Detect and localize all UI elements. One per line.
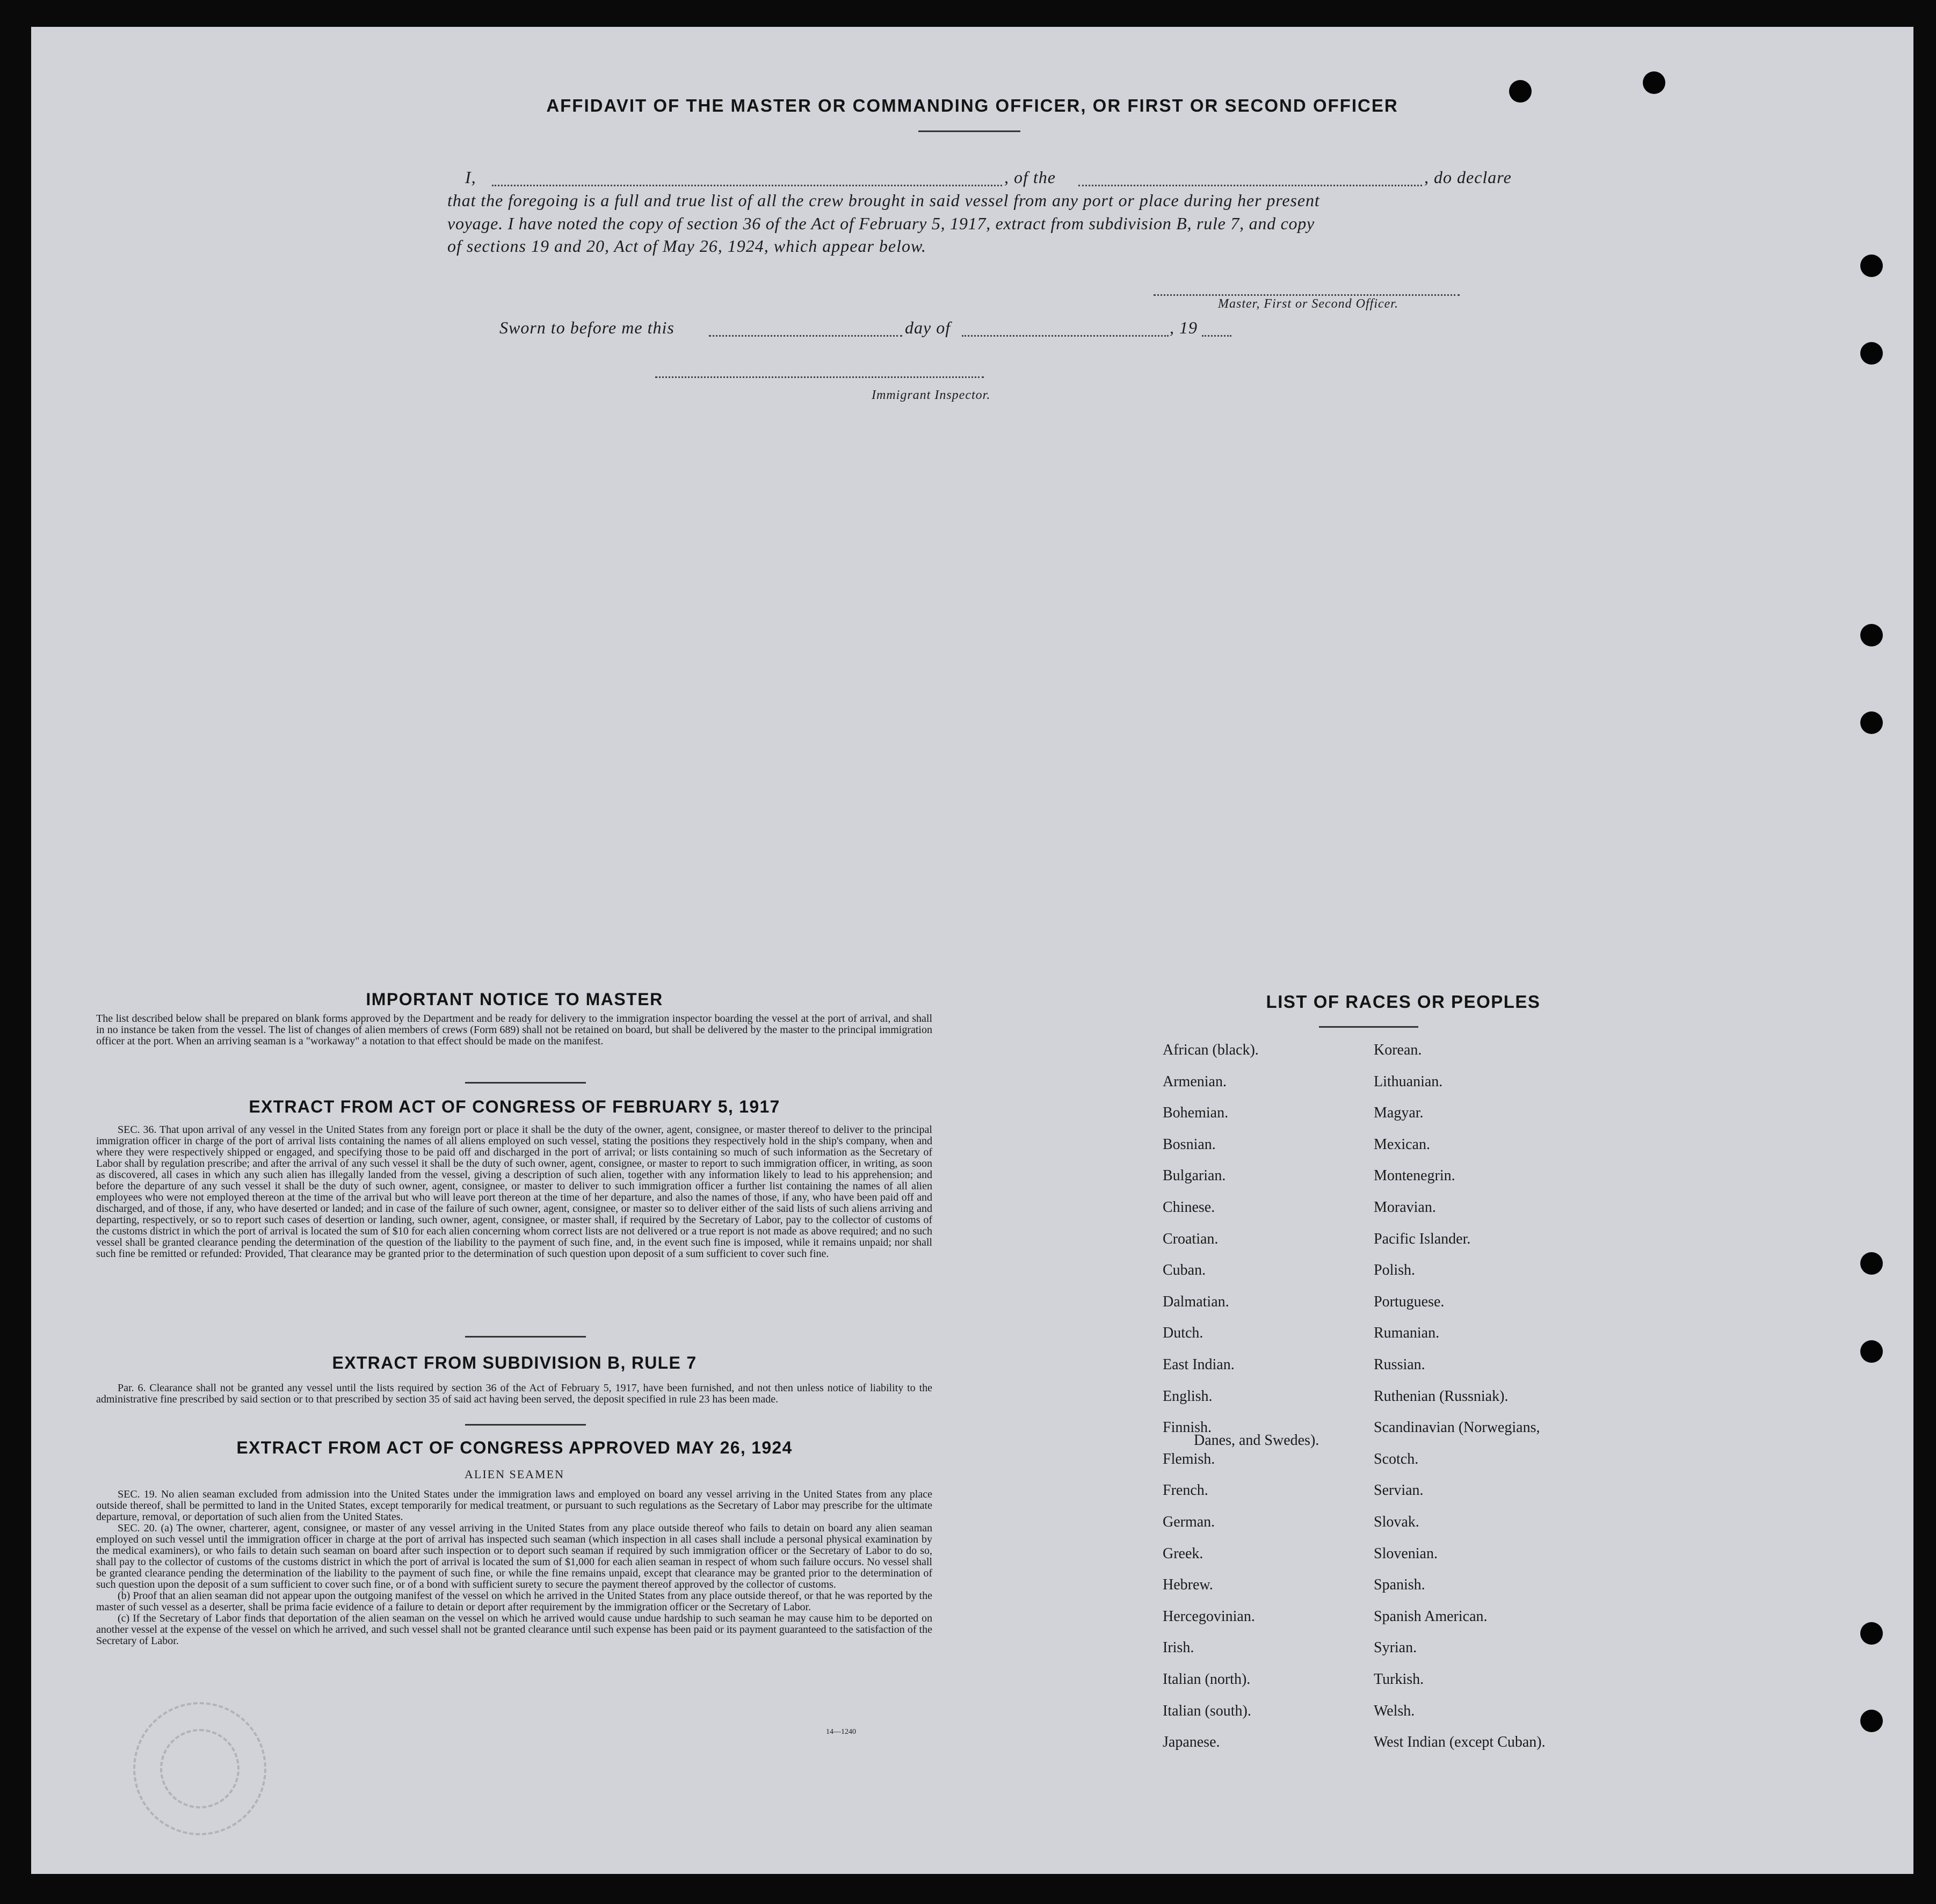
race-item: Cuban. <box>1163 1262 1206 1279</box>
race-item: Spanish American. <box>1374 1608 1488 1625</box>
race-item: Russian. <box>1374 1356 1425 1373</box>
affidavit-i: I, <box>465 168 476 187</box>
race-item: Greek. <box>1163 1545 1203 1562</box>
race-item: Finnish. <box>1163 1419 1212 1436</box>
sec-19: SEC. 19. No alien seaman excluded from admission into the United States under the immigration laws and employed on board any vessel arriving in the United States from any place outside thereof, shall be permitted to land in the United States, except temporarily for medical treatment, or pursuant to such regulations as the Secretary of Labor may prescribe for the ultimate departure, removal, or deportation of such alien from the United States. <box>96 1488 932 1523</box>
race-item: Welsh. <box>1374 1702 1415 1719</box>
extract-rule7-body: Par. 6. Clearance shall not be granted any vessel until the lists required by section 36 of the Act of February 5, 1917, have been furnished, and not then unless notice of liability to the administrative fine prescribed by said section or to that prescribed by section 35 of said act having been served, the deposit specified in rule 23 has been made. <box>96 1382 932 1405</box>
race-item: Italian (south). <box>1163 1702 1251 1719</box>
affidavit-line-4: of sections 19 and 20, Act of May 26, 1924, which appear below. <box>447 236 926 256</box>
binder-hole <box>1860 1252 1883 1275</box>
race-item: Flemish. <box>1163 1450 1215 1467</box>
race-item: Portuguese. <box>1374 1293 1445 1310</box>
race-item: Spanish. <box>1374 1576 1425 1594</box>
race-item: Servian. <box>1374 1482 1424 1499</box>
race-item: Ruthenian (Russniak). <box>1374 1387 1509 1405</box>
binder-hole <box>1643 71 1665 94</box>
name-blank[interactable] <box>492 185 1002 186</box>
race-item: Danes, and Swedes). <box>1194 1432 1319 1449</box>
signature-caption: Master, First or Second Officer. <box>1218 297 1398 311</box>
inspector-signature-line[interactable] <box>655 376 984 378</box>
sec-20b: (b) Proof that an alien seaman did not appear upon the outgoing manifest of the vessel on which he arrived in the United States from any place outside thereof, or that he was reported by the master of such vessel as a deserter, shall be prima facie evidence of a failure to detain or deport after requirement by the immigration officer or the Secretary of Labor. <box>96 1590 932 1613</box>
race-item: Turkish. <box>1374 1671 1424 1688</box>
race-item: Chinese. <box>1163 1199 1215 1216</box>
divider <box>918 130 1020 132</box>
binder-hole <box>1860 624 1883 646</box>
race-item: Bulgarian. <box>1163 1167 1226 1184</box>
race-item: French. <box>1163 1482 1208 1499</box>
race-item: Pacific Islander. <box>1374 1230 1471 1247</box>
race-item: West Indian (except Cuban). <box>1374 1734 1546 1751</box>
extract-1924-body <box>96 1489 932 1647</box>
divider <box>465 1082 586 1084</box>
race-item: Scotch. <box>1374 1450 1419 1467</box>
sec-20c: (c) If the Secretary of Labor finds that deportation of the alien seaman on the vessel on which he arrived would cause undue hardship to such seaman he may cause him to be deported on another vessel at the expense of the vessel on which he arrived, and such vessel shall not be granted clearance until such expense has been paid or its payment guaranteed to the satisfaction of the Secretary of Labor. <box>96 1612 932 1647</box>
race-item: Slovenian. <box>1374 1545 1438 1562</box>
race-item: Magyar. <box>1374 1104 1424 1122</box>
race-item: Hebrew. <box>1163 1576 1213 1594</box>
race-item: Slovak. <box>1374 1514 1419 1530</box>
notice-title: IMPORTANT NOTICE TO MASTER <box>366 990 663 1009</box>
sworn-year: , 19 <box>1170 318 1198 337</box>
affidavit-line-2: that the foregoing is a full and true list of all the crew brought in said vessel from any port or place during her present <box>447 191 1320 210</box>
extract-1917-body: SEC. 36. That upon arrival of any vessel in the United States from any foreign port or place it shall be the duty of the owner, agent, consignee, or master thereof to deliver to the principal immigration officer in charge of the port of arrival lists containing the names of all aliens employed on such vessel, stating the positions they respectively hold in the ship's company, when and where they were respectively shipped or engaged, and specifying those to be paid off and discharged in the port of arrival; or lists containing so much of such information as the Secretary of Labor shall by regulation prescribe; and after the arrival of any such vessel it shall be the duty of such owner, agent, consignee, or master to report to such immigration officer, in writing, as soon as discovered, all cases in which any such alien has illegally landed from the vessel, giving a description of such alien, together with any information likely to lead to his apprehension; and before the departure of any such vessel it shall be the duty of such owner, agent, consignee, or master to deliver to such immigration officer a further list containing the names of all alien employees who were not employed thereon at the time of the arrival but who will leave port thereon at the time of her departure, and also the names of those, if any, who have been paid off and discharged, and of those, if any, who have deserted or landed; and in case of the failure of such owner, agent, consignee, or master so to deliver either of the said lists of such aliens arriving and departing, respectively, or so to report such cases of desertion or landing, such owner, agent, consignee, or master shall, if required by the Secretary of Labor, pay to the collector of customs of the customs district in which the port of arrival is located the sum of $10 for each alien concerning whom correct lists are not delivered or a true report is not made as above required; and no such vessel shall be granted clearance pending the determination of the question of the liability to the payment of such fine, and, in the event such fine is imposed, while it remains unpaid; nor shall such fine be remitted or refunded: Provided, That clearance may be granted prior to the determination of such question upon deposit of a sum sufficient to cover such fine. <box>96 1124 932 1260</box>
race-item: Japanese. <box>1163 1734 1220 1751</box>
affidavit-of-the: , of the <box>1004 168 1056 187</box>
binder-hole <box>1860 1340 1883 1363</box>
extract-1924-title: EXTRACT FROM ACT OF CONGRESS APPROVED MAY 26, 1924 <box>236 1438 793 1457</box>
race-item: Montenegrin. <box>1374 1167 1455 1184</box>
divider <box>465 1424 586 1426</box>
race-item: Bohemian. <box>1163 1104 1229 1122</box>
race-item: East Indian. <box>1163 1356 1235 1373</box>
divider <box>465 1336 586 1338</box>
sworn-year-blank[interactable] <box>1202 335 1231 337</box>
affidavit-declare: , do declare <box>1424 168 1512 187</box>
sworn-day-blank[interactable] <box>709 335 902 337</box>
signature-line[interactable] <box>1154 294 1460 296</box>
inspector-caption: Immigrant Inspector. <box>872 388 991 402</box>
race-item: Dalmatian. <box>1163 1293 1229 1310</box>
race-item: Moravian. <box>1374 1199 1436 1216</box>
affidavit-title: AFFIDAVIT OF THE MASTER OR COMMANDING OFFICER, OR FIRST OR SECOND OFFICER <box>546 96 1398 115</box>
races-title: LIST OF RACES OR PEOPLES <box>1266 992 1541 1012</box>
race-item: Scandinavian (Norwegians, <box>1374 1419 1540 1436</box>
notice-body: The list described below shall be prepared on blank forms approved by the Department and be ready for delivery to the immigration inspector boarding the vessel at the port of arrival, and shall in no instance be taken from the vessel. The list of changes of alien members of crews (Form 689) shall not be retained on board, but shall be delivered by the master to the principal immigration officer at the port. When an arriving seaman is a "workaway" a notation to that effect should be made on the manifest. <box>96 1013 932 1047</box>
race-item: Italian (north). <box>1163 1671 1251 1688</box>
race-item: Hercegovinian. <box>1163 1608 1255 1625</box>
race-item: German. <box>1163 1514 1215 1530</box>
race-item: Dutch. <box>1163 1325 1203 1342</box>
sworn-prefix: Sworn to before me this <box>499 318 675 337</box>
race-item: Irish. <box>1163 1639 1194 1656</box>
extract-rule7-title: EXTRACT FROM SUBDIVISION B, RULE 7 <box>332 1353 697 1372</box>
race-item: Croatian. <box>1163 1230 1219 1247</box>
race-item: Korean. <box>1374 1042 1422 1058</box>
race-item: Armenian. <box>1163 1073 1227 1090</box>
vessel-blank[interactable] <box>1078 185 1422 186</box>
race-item: Lithuanian. <box>1374 1073 1443 1090</box>
embossed-seal-inner <box>160 1729 240 1808</box>
affidavit-line-3: voyage. I have noted the copy of section 36 of the Act of February 5, 1917, extract from subdivision B, rule 7, and copy <box>447 214 1315 233</box>
race-item: Bosnian. <box>1163 1136 1216 1153</box>
race-item: English. <box>1163 1387 1213 1405</box>
divider <box>1319 1026 1418 1028</box>
race-item: Syrian. <box>1374 1639 1417 1656</box>
form-number: 14—1240 <box>826 1728 856 1736</box>
race-item: Mexican. <box>1374 1136 1430 1153</box>
race-item: Rumanian. <box>1374 1325 1440 1342</box>
document-page <box>31 27 1913 1874</box>
binder-hole <box>1860 1710 1883 1732</box>
binder-hole <box>1860 255 1883 277</box>
binder-hole <box>1860 711 1883 734</box>
sworn-day-of: day of <box>905 318 951 337</box>
extract-1924-subtitle: ALIEN SEAMEN <box>465 1467 564 1481</box>
race-item: Polish. <box>1374 1262 1416 1279</box>
binder-hole <box>1860 342 1883 365</box>
binder-hole <box>1860 1622 1883 1645</box>
extract-1917-title: EXTRACT FROM ACT OF CONGRESS OF FEBRUARY 5, 1917 <box>249 1097 780 1116</box>
race-item: African (black). <box>1163 1042 1259 1058</box>
sec-20a: SEC. 20. (a) The owner, charterer, agent, consignee, or master of any vessel arriving in the United States from any place outside thereof who fails to detain on board any alien seaman employed on such vessel until the immigration officer in charge at the port of arrival has inspected such seaman (which inspection in all cases shall include a personal physical examination by the medical examiners), or who fails to detain such seaman on board after such inspection or to deport such seaman if required by such immigration officer or the Secretary of Labor to do so, shall pay to the collector of customs of the customs district in which the port of arrival is located the sum of $1,000 for each alien seaman in respect of whom such failure occurs. No vessel shall be granted clearance pending the determination of the liability to the payment of such fine, or while the fine remains unpaid, except that clearance may be granted prior to the determination of such question upon the deposit of a sum sufficient to cover such fine, or of a bond with sufficient surety to secure the payment thereof approved by the collector of customs. <box>96 1522 932 1590</box>
sworn-month-blank[interactable] <box>962 335 1169 337</box>
